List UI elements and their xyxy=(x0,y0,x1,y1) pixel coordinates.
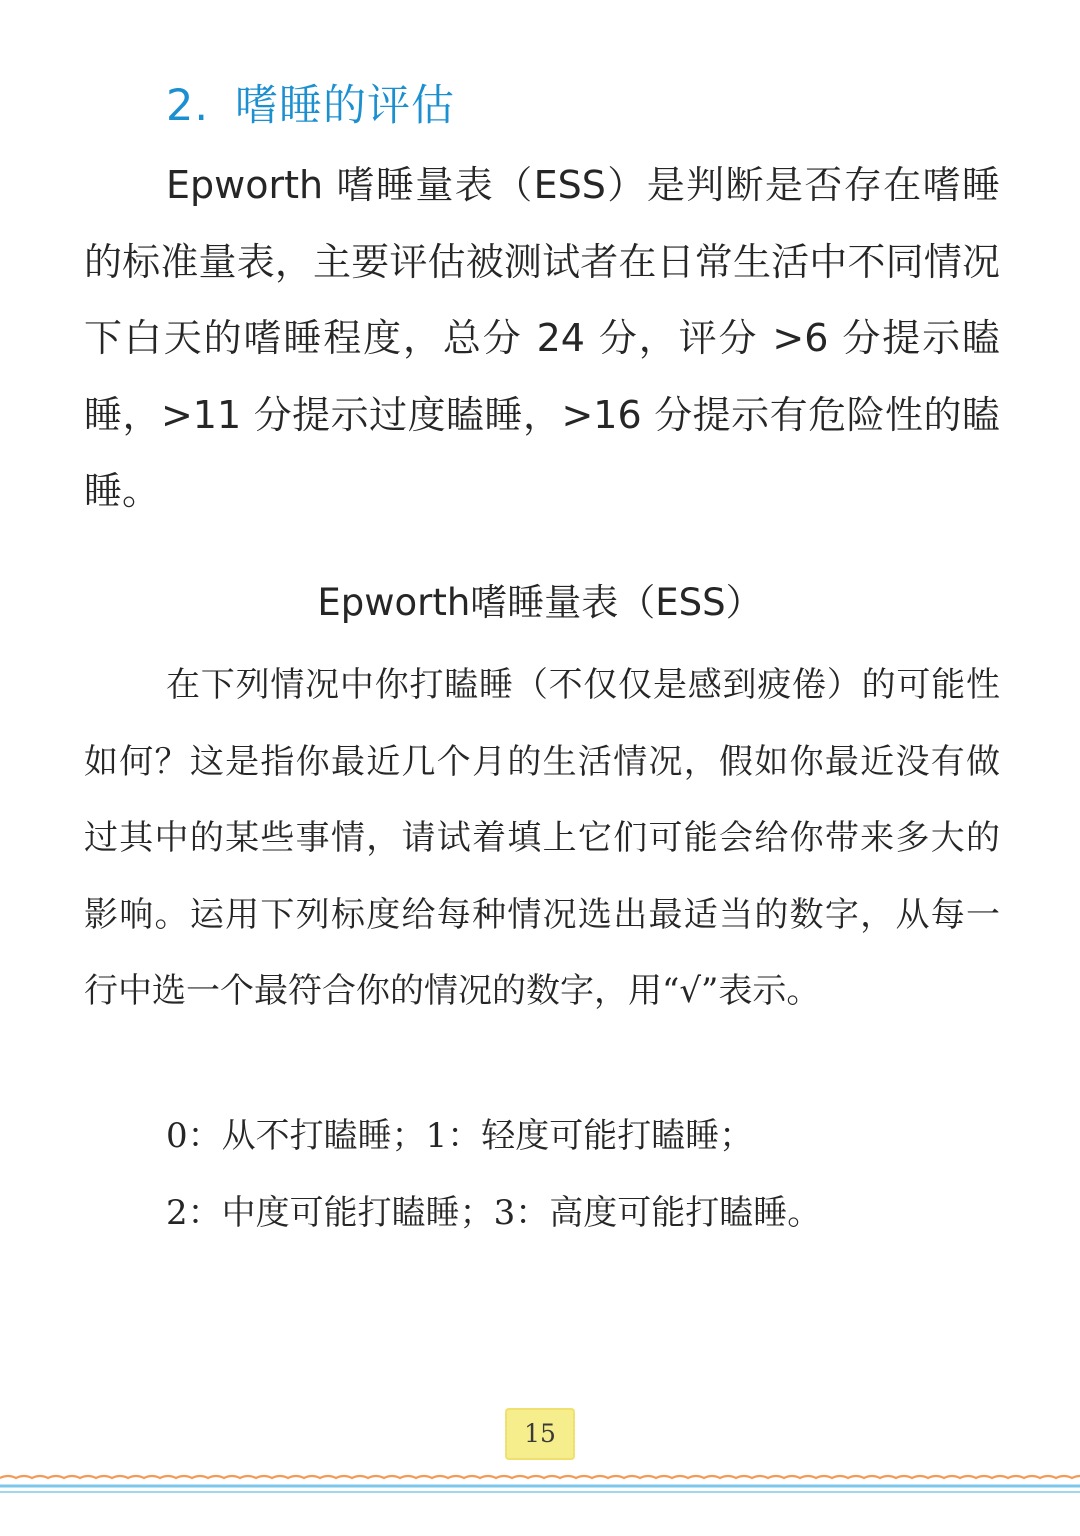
page-number: 15 xyxy=(524,1419,556,1448)
intro-paragraph-block xyxy=(84,147,1000,530)
instructions-block xyxy=(84,647,1000,1030)
section-number: 2. xyxy=(166,81,210,131)
scale-title: Epworth嗜睡量表（ESS） xyxy=(317,581,763,624)
section-heading xyxy=(166,76,455,136)
instructions-paragraph: 在下列情况中你打瞌睡（不仅仅是感到疲倦）的可能性如何？这是指你最近几个月的生活情况，假如你最近没有做过其中的某些事情，请试着填上它们可能会给你带来多大的影响。运用下列标度给每种情况选出最适当的数字，从每一行中选一个最符合你的情况的数字，用“√”表示。 xyxy=(84,665,1000,1012)
section-title: 嗜睡的评估 xyxy=(235,81,456,131)
orange-wave-line xyxy=(0,1476,1080,1478)
scale-legend-line-1: 0：从不打瞌睡；1：轻度可能打瞌睡； xyxy=(166,1116,754,1156)
decorative-wave-border xyxy=(0,1470,1080,1496)
intro-paragraph: Epworth 嗜睡量表（ESS）是判断是否存在嗜睡的标准量表，主要评估被测试者在日常生活中不同情况下白天的嗜睡程度，总分 24 分，评分 >6 分提示瞌睡，>11 分提示过度瞌睡，>16 分提示有危险性的瞌睡。 xyxy=(84,163,1000,513)
scale-legend-line-2: 2：中度可能打瞌睡；3：高度可能打瞌睡。 xyxy=(166,1193,822,1233)
page-number-tag xyxy=(505,1408,575,1460)
